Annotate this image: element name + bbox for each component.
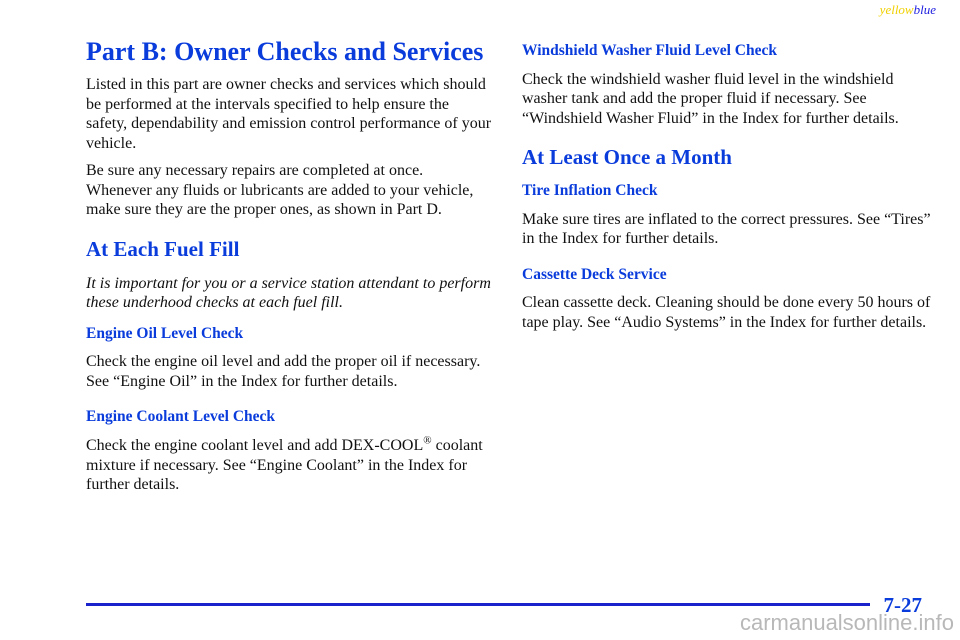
cassette-deck-heading: Cassette Deck Service (522, 265, 667, 283)
washer-fluid-heading: Windshield Washer Fluid Level Check (522, 42, 777, 59)
corner-tag-blue: blue (913, 2, 936, 17)
fuel-fill-note: It is important for you or a service station attendant to perform these underhood checks at each fuel fill. (86, 274, 491, 312)
right-column (522, 42, 942, 340)
engine-oil-text: Check the engine oil level and add the proper oil if necessary. See “Engine Oil” in the Index for further details. (86, 353, 481, 390)
corner-tag-yellow: yellow (879, 2, 914, 17)
section-heading-fuel-fill: At Each Fuel Fill (86, 236, 240, 261)
page-title: Part B: Owner Checks and Services (86, 37, 484, 66)
tire-inflation-text: Make sure tires are inflated to the correct pressures. See “Tires” in the Index for further details. (522, 210, 931, 248)
engine-coolant-text (86, 436, 492, 495)
left-column (86, 36, 492, 503)
registered-mark: ® (423, 434, 432, 447)
engine-oil-heading: Engine Oil Level Check (86, 324, 244, 342)
coolant-text-part-b: coolant mixture if necessary. See “Engine Coolant” in the Index for further details. (86, 437, 483, 494)
coolant-text-part-a: Check the engine coolant level and add DEX-COOL (86, 437, 424, 455)
tire-inflation-heading: Tire Inflation Check (522, 182, 658, 200)
washer-fluid-text: Check the windshield washer fluid level in the windshield washer tank and add the proper fluid if necessary. See “Windshield Washer Fluid” in the Index for further details. (522, 70, 899, 127)
engine-coolant-heading: Engine Coolant Level Check (86, 408, 276, 426)
cassette-deck-text: Clean cassette deck. Cleaning should be done every 50 hours of tape play. See “Audio Systems” in the Index for further details. (522, 294, 931, 331)
page-number: 7-27 (883, 593, 922, 617)
footer-rule (86, 603, 870, 606)
intro-paragraph-1: Listed in this part are owner checks and services which should be performed at the intervals specified to help ensure the safety, dependability and emission control performance of your vehicle. (86, 76, 492, 152)
section-heading-monthly: At Least Once a Month (522, 145, 732, 170)
intro-paragraph-2: Be sure any necessary repairs are completed at once. Whenever any fluids or lubricants are added to your vehicle, make sure they are the proper ones, as shown in Part D. (86, 162, 474, 219)
watermark: carmanualsonline.info (739, 610, 954, 635)
corner-color-tag (880, 2, 936, 18)
